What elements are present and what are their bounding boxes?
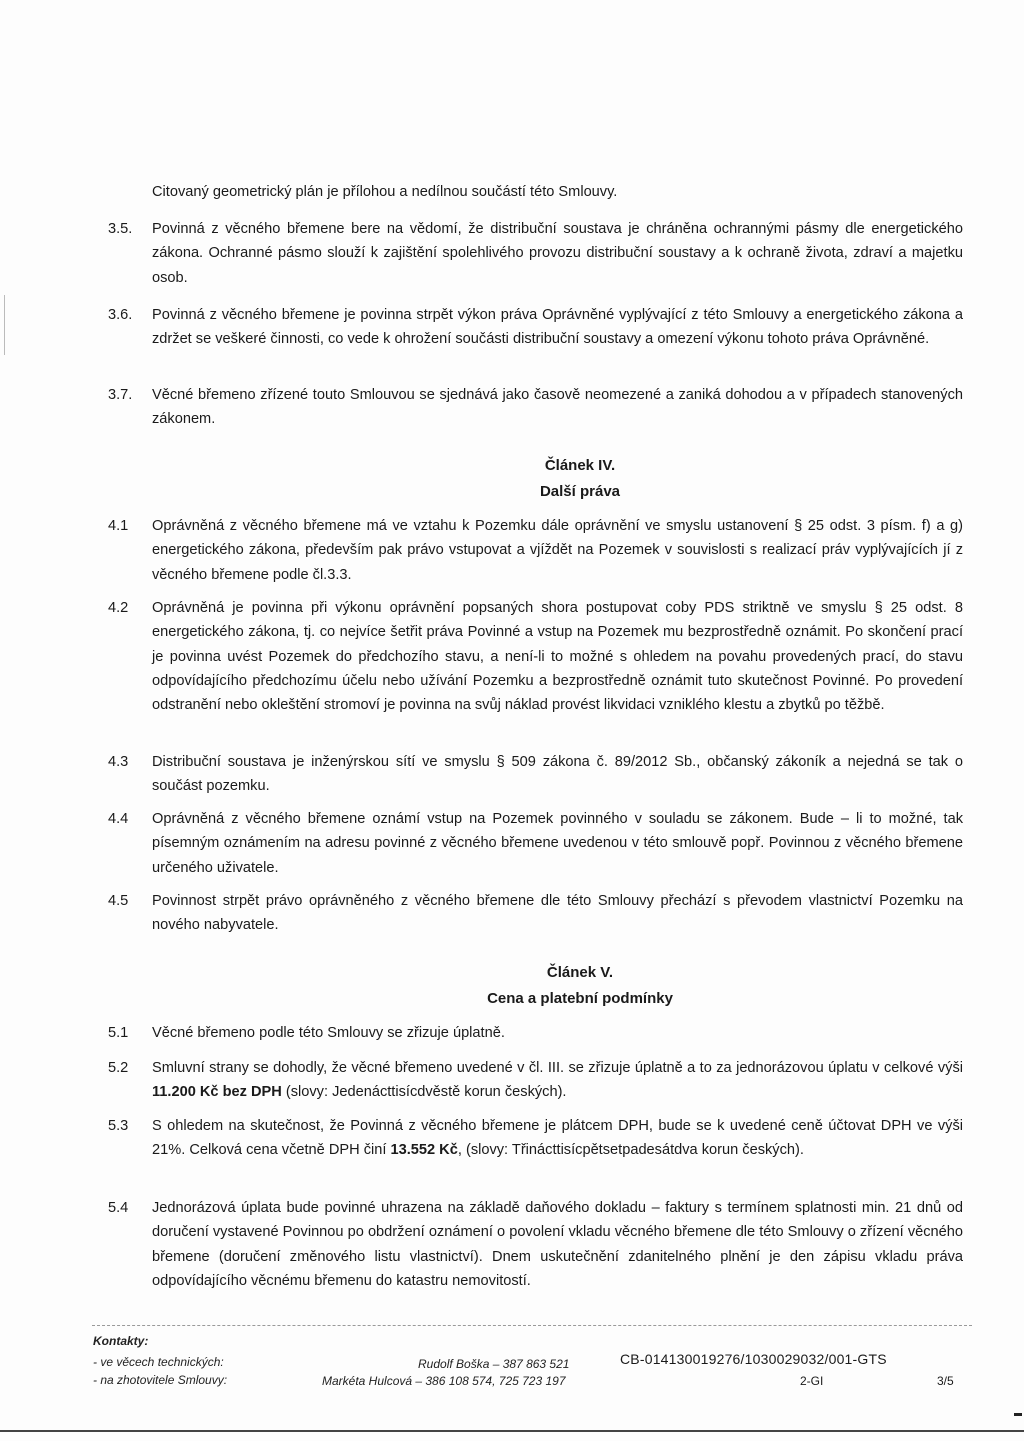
clause-4-1 — [108, 514, 963, 587]
clause-number: 5.1 — [108, 1025, 129, 1041]
clause-number: 3.6. — [108, 307, 133, 323]
clause-3-5 — [108, 217, 963, 290]
document-code: CB-014130019276/1030029032/001-GTS — [620, 1351, 887, 1367]
clause-number: 5.2 — [108, 1060, 129, 1076]
document-variant: 2-GI — [800, 1374, 824, 1388]
clause-number: 3.5. — [108, 221, 133, 237]
clause-4-4 — [108, 807, 963, 880]
clause-4-2 — [108, 596, 963, 717]
clause-text: Věcné břemeno podle této Smlouvy se zřizuje úplatně. — [152, 1025, 505, 1041]
footer-divider — [92, 1325, 972, 1326]
clause-text: Oprávněná z věcného břemene má ve vztahu k Pozemku dále oprávnění ve smyslu ustanovení § 25 odst. 3 písm. f) a g) energetického zákona, především pak právo vstupovat a vjíždět na Pozemek v souvislosti s realizací práv vyplývajících jí z věcného břemene podle čl.3.3. — [152, 518, 963, 583]
scan-bottom-edge — [0, 1430, 1024, 1432]
clause-text: Povinnost strpět právo oprávněného z věcného břemene dle této Smlouvy přechází s převodem vlastnictví Pozemku na nového nabyvatele. — [152, 893, 963, 934]
scan-margin-mark — [4, 295, 5, 355]
footer-tech-label: - ve věcech technických: — [93, 1355, 224, 1369]
clause-text: Smluvní strany se dohodly, že věcné břemeno uvedené v čl. III. se zřizuje úplatně a to za jednorázovou úplatu v celkové výši 11.200 Kč bez DPH (slovy: Jedenácttisícdvěstě korun českých). — [152, 1060, 963, 1101]
clause-5-2 — [108, 1056, 963, 1105]
clause-3-6 — [108, 303, 963, 352]
clause-5-4 — [108, 1196, 963, 1293]
article-5-subtitle: Cena a platební podmínky — [487, 990, 673, 1007]
clause-number: 4.3 — [108, 754, 129, 770]
footer-contacts-label: Kontakty: — [93, 1334, 149, 1348]
clause-number: 4.5 — [108, 893, 129, 909]
price-with-vat: 13.552 Kč — [390, 1142, 458, 1159]
clause-number: 5.3 — [108, 1118, 129, 1134]
clause-text: Povinná z věcného břemene bere na vědomí, že distribuční soustava je chráněna ochrannými pásmy dle energetického zákona. Ochranné pásmo slouží k zajištění spolehlivého provozu distribuční soustavy a k ochraně života, zdraví a majetku osob. — [152, 221, 963, 286]
article-4-subtitle: Další práva — [539, 483, 621, 500]
article-5-title: Článek V. — [546, 964, 614, 981]
footer-author-label: - na zhotovitele Smlouvy: — [93, 1373, 228, 1387]
clause-text: Distribuční soustava je inženýrskou sítí ve smyslu § 509 zákona č. 89/2012 Sb., občanský zákoník a nejedná se tak o součást pozemku. — [152, 754, 963, 795]
article-4-title: Článek IV. — [544, 457, 616, 474]
intro-paragraph — [152, 180, 963, 204]
clause-3-7 — [108, 383, 963, 432]
clause-4-3 — [108, 750, 963, 799]
intro-text: Citovaný geometrický plán je přílohou a nedílnou součástí této Smlouvy. — [152, 184, 618, 200]
clause-text: Povinná z věcného břemene je povinna strpět výkon práva Oprávněné vyplývající z této Smlouvy a energetického zákona a zdržet se veškeré činnosti, co vede k ohrožení součásti distribuční soustavy a omezení výkonu tohoto práva Oprávněné. — [152, 307, 963, 348]
clause-number: 4.2 — [108, 600, 129, 616]
clause-number: 4.1 — [108, 518, 129, 534]
clause-text: Oprávněná z věcného břemene oznámí vstup na Pozemek povinného v souladu se zákonem. Bude – li to možné, tak písemným oznámením na adresu povinné z věcného břemene uvedenou v této smlouvě popř. Povinnou z věcného břemene určeného uživatele. — [152, 811, 963, 876]
footer-author-contact: Markéta Hulcová – 386 108 574, 725 723 197 — [322, 1374, 566, 1388]
clause-5-3 — [108, 1114, 963, 1163]
footer-tech-contact: Rudolf Boška – 387 863 521 — [418, 1357, 570, 1371]
page-number: 3/5 — [937, 1374, 954, 1388]
clause-number: 4.4 — [108, 811, 129, 827]
clause-number: 3.7. — [108, 387, 133, 403]
clause-text: Věcné břemeno zřízené touto Smlouvou se sjednává jako časově neomezené a zaniká dohodou a v případech stanovených zákonem. — [152, 387, 963, 428]
clause-text: S ohledem na skutečnost, že Povinná z věcného břemene je plátcem DPH, bude se k uvedené ceně účtovat DPH ve výši 21%. Celková cena včetně DPH činí 13.552 Kč, (slovy: Třinácttisícpětsetpadesátdva korun českých). — [152, 1118, 963, 1159]
scan-corner-mark — [1014, 1413, 1022, 1416]
clause-number: 5.4 — [108, 1200, 129, 1216]
clause-4-5 — [108, 889, 963, 938]
clause-5-1 — [108, 1021, 963, 1045]
clause-text: Oprávněná je povinna při výkonu oprávnění popsaných shora postupovat coby PDS striktně ve smyslu § 25 odst. 8 energetického zákona, tj. co nejvíce šetřit práva Povinné a vstup na Pozemek mu bezprostředně oznámit. Po skončení prací je povinna uvést Pozemek do předchozího stavu, a není-li to možné s ohledem na povahu provedených prací, do stavu odpovídajícího předchozímu účelu nebo užívání Pozemku a bezprostředně oznámit tuto skutečnost Povinné. Po provedení odstranění nebo okleštění stromoví je povinna na svůj náklad provést likvidaci vzniklého klestu a zbytků po těžbě. — [152, 600, 963, 714]
price-without-vat: 11.200 Kč bez DPH — [152, 1084, 282, 1101]
clause-text: Jednorázová úplata bude povinné uhrazena na základě daňového dokladu – faktury s termínem splatnosti min. 21 dnů od doručení vystavené Povinnou po obdržení oznámení o povolení vkladu věcného břemene dle této Smlouvy o zřízení věcného břemene (doručení změnového listu vlastnictví). Dnem uskutečnění zdanitelného plnění je den zápisu vkladu práva odpovídajícího věcnému břemenu do katastru nemovitostí. — [152, 1200, 963, 1289]
